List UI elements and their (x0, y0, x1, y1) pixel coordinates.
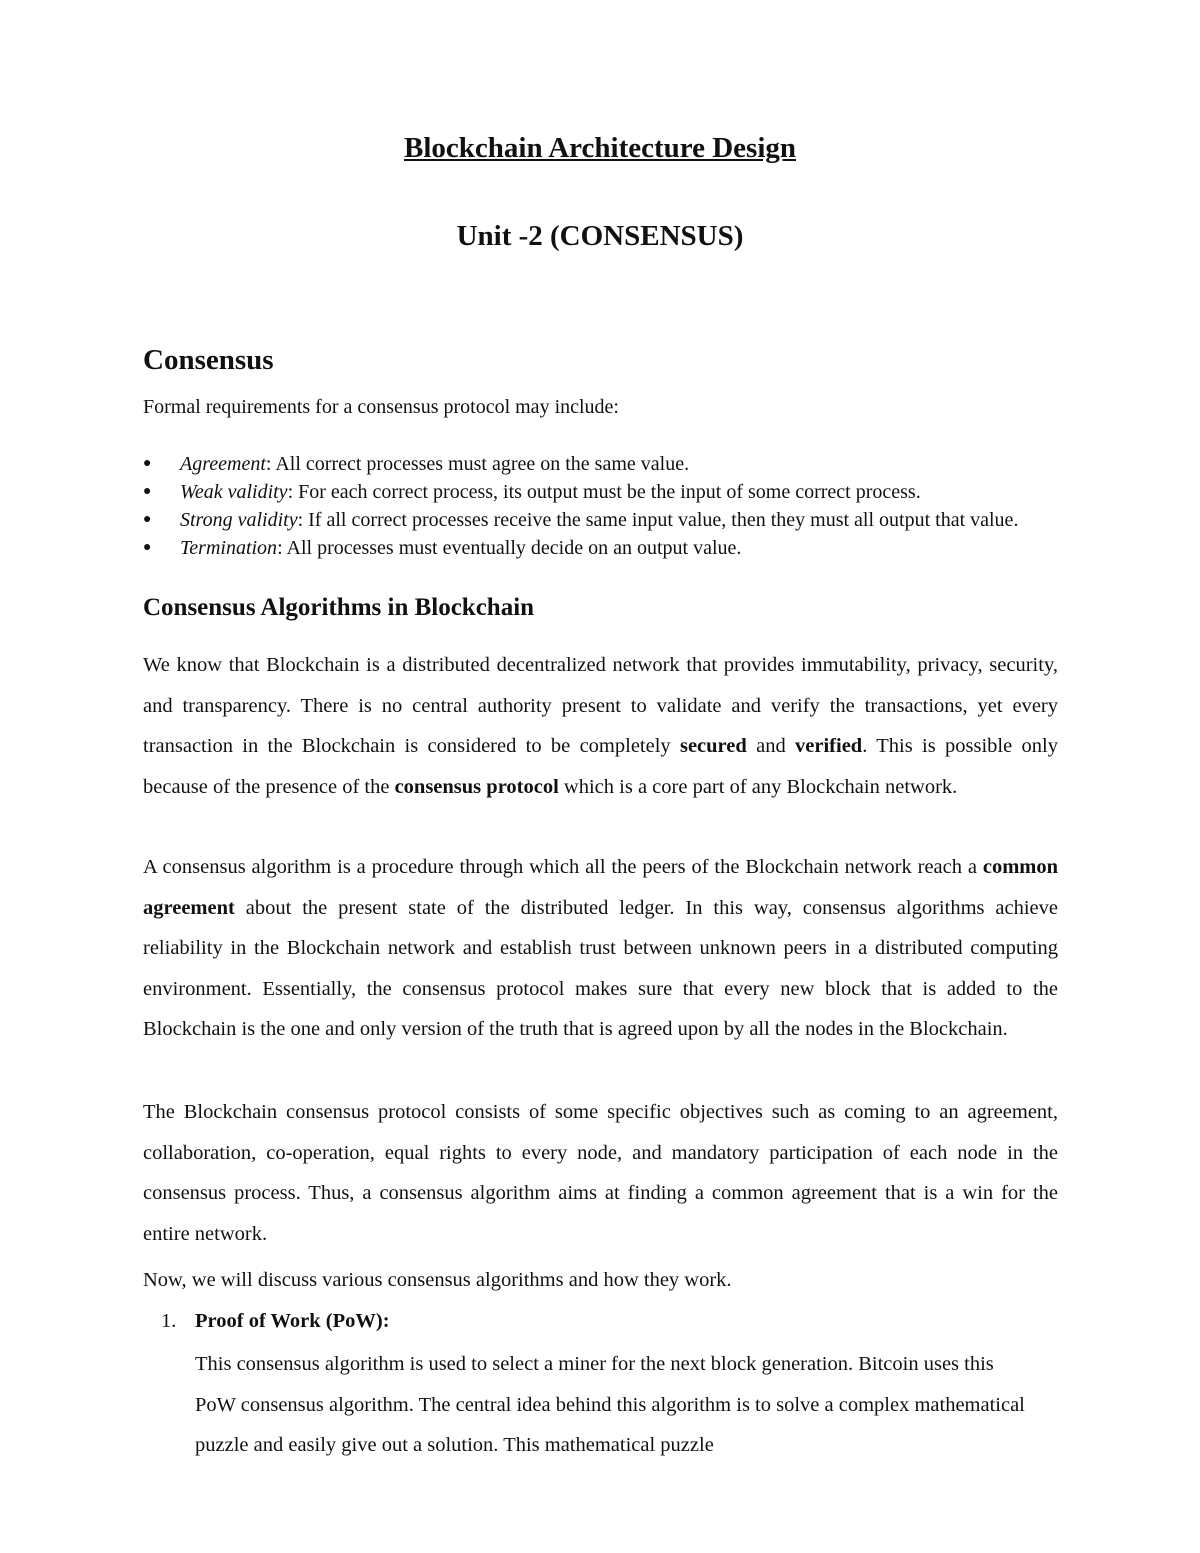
section-heading-consensus: Consensus (143, 344, 274, 376)
bullet-icon: ● (143, 456, 152, 471)
bullet-icon: ● (143, 484, 152, 499)
list-item (143, 478, 1073, 506)
list-item (143, 450, 1073, 478)
requirement-term: Agreement (180, 453, 266, 475)
list-item (143, 534, 1073, 562)
paragraph-objectives: The Blockchain consensus protocol consists of some specific objectives such as coming to an agreement, collaboration, co-operation, equal rights to every node, and mandatory participation of each node in the consensus process. Thus, a consensus algorithm aims at finding a common agreement that is a win for the entire network. (143, 1101, 1058, 1245)
bold-term: consensus protocol (394, 775, 559, 798)
bold-term: verified (795, 735, 863, 758)
algorithm-title: Proof of Work (PoW): (195, 1310, 390, 1332)
paragraph-transition: Now, we will discuss various consensus algorithms and how they work. (143, 1269, 732, 1291)
document-title: Blockchain Architecture Design (403, 132, 797, 164)
unit-title: Unit -2 (CONSENSUS) (456, 220, 744, 252)
paragraph-consensus-algorithm (143, 847, 1058, 1050)
paragraph-text: . This is possible only because of the presence of the (143, 735, 1058, 798)
requirement-text: : If all correct processes receive the same input value, then they must all output that value. (297, 509, 1019, 531)
bullet-icon: ● (143, 512, 152, 527)
paragraph-text: which is a core part of any Blockchain network. (558, 775, 958, 798)
bold-term: common agreement (143, 856, 1058, 919)
requirement-text: : For each correct process, its output must be the input of some correct process. (287, 481, 921, 503)
requirement-term: Strong validity (180, 509, 298, 531)
paragraph-text: about the present state of the distributed ledger. In this way, consensus algorithms achieve reliability in the Blockchain network and establish trust between unknown peers in a distributed computing environment. Essentially, the consensus protocol makes sure that every new block that is added to the Blockchain is the one and only version of the truth that is agreed upon by all the nodes in the Blockchain. (143, 896, 1058, 1041)
bold-term: secured (679, 735, 747, 758)
requirement-term: Weak validity (180, 481, 288, 503)
algorithm-description: This consensus algorithm is used to select a miner for the next block generation. Bitcoin uses this PoW consensus algorithm. The central idea behind this algorithm is to solve a complex mathematical puzzle and easily give out a solution. This mathematical puzzle (195, 1353, 1025, 1457)
requirements-list (143, 450, 1073, 562)
list-item (143, 506, 1073, 534)
requirements-intro: Formal requirements for a consensus protocol may include: (143, 396, 619, 418)
list-number: 1. (161, 1310, 177, 1332)
paragraph-text: A consensus algorithm is a procedure through which all the peers of the Blockchain network reach a (143, 856, 983, 878)
requirement-term: Termination (180, 537, 278, 559)
paragraph-text: We know that Blockchain is a distributed decentralized network that provides immutability, privacy, security, and transparency. There is no central authority present to validate and verify the transactions, yet every transaction in the Blockchain is considered to be completely (143, 654, 1058, 758)
requirement-text: : All processes must eventually decide on an output value. (277, 537, 742, 559)
paragraph-text: and (746, 735, 796, 758)
paragraph-intro-blockchain (143, 645, 1058, 807)
requirement-text: : All correct processes must agree on the same value. (265, 453, 690, 475)
section-heading-consensus-algorithms: Consensus Algorithms in Blockchain (143, 594, 535, 621)
bullet-icon: ● (143, 540, 152, 555)
